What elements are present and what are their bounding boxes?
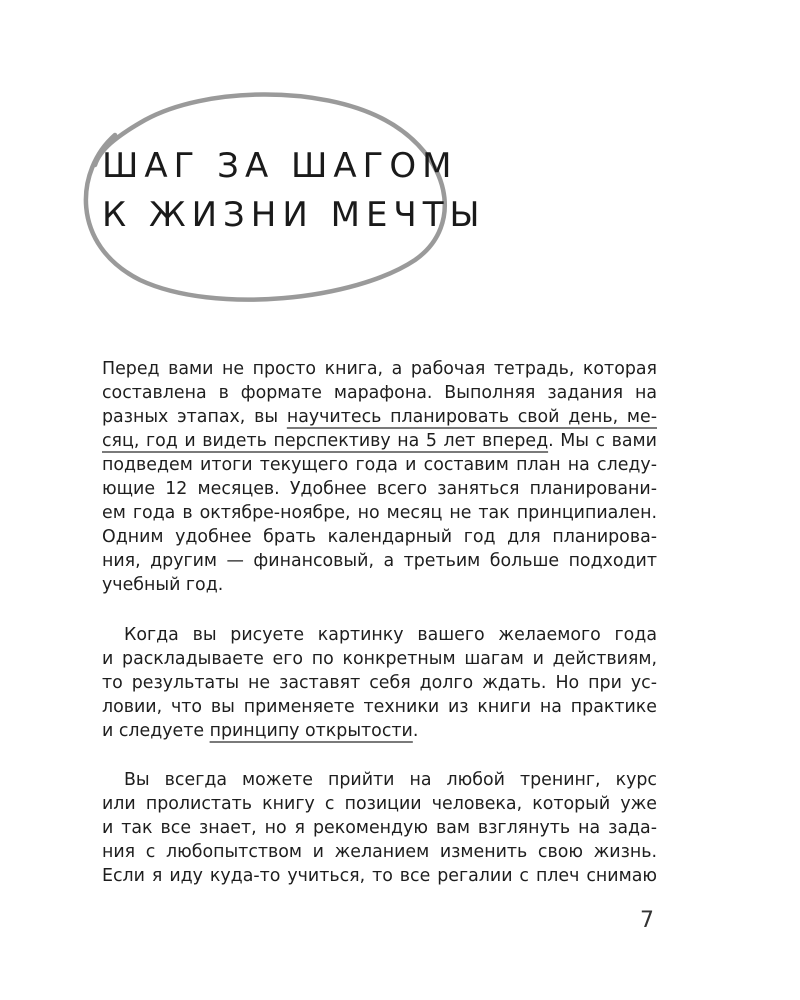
text-line: то результаты не заставят себя долго ждать. Но при ус- — [102, 673, 657, 693]
paragraph-3 — [102, 768, 657, 888]
text-line — [102, 405, 657, 429]
text-line: и раскладываете его по конкретным шагам и действиям, — [102, 649, 657, 669]
text-line: Одним удобнее брать календарный год для планирова- — [102, 527, 657, 547]
underlined-phrase: принципу открытости — [209, 721, 413, 741]
chapter-title-line-2: К ЖИЗНИ МЕЧТЫ — [102, 195, 486, 235]
text-line: ния с любопытством и желанием изменить свою жизнь. — [102, 842, 657, 862]
text-line: Вы всегда можете прийти на любой тренинг, курс — [124, 770, 657, 790]
text-line: учебный год. — [102, 575, 224, 595]
text-line — [102, 719, 657, 743]
text-fragment: . Мы с вами — [548, 431, 657, 451]
underlined-phrase: сяц, год и видеть перспективу на 5 лет вперед — [102, 431, 549, 451]
text-line: или пролистать книгу с позиции человека, который уже — [102, 794, 657, 814]
text-line: ем года в октябре-ноябре, но месяц не так принципиален. — [102, 503, 657, 523]
page-number: 7 — [640, 908, 654, 933]
text-fragment: и следуете — [102, 721, 210, 741]
text-line: подведем итоги текущего года и составим план на следу- — [102, 455, 657, 475]
chapter-title — [102, 142, 486, 240]
text-line: составлена в формате марафона. Выполняя задания на — [102, 383, 657, 403]
text-line: Когда вы рисуете картинку вашего желаемого года — [124, 625, 657, 645]
text-line: Если я иду куда-то учиться, то все регалии с плеч снимаю — [102, 866, 657, 886]
chapter-title-line-1: ШАГ ЗА ШАГОМ — [102, 146, 458, 186]
underlined-phrase: научитесь планировать свой день, ме- — [286, 407, 657, 427]
text-line — [102, 429, 657, 453]
text-line: ловии, что вы применяете техники из книги на практике — [102, 697, 657, 717]
text-line: ющие 12 месяцев. Удобнее всего заняться планировани- — [102, 479, 657, 499]
text-fragment: . — [412, 721, 419, 741]
text-fragment: разных этапах, вы — [102, 407, 287, 427]
text-line: ния, другим — финансовый, а третьим больше подходит — [102, 551, 657, 571]
paragraph-1 — [102, 357, 657, 597]
paragraph-2 — [102, 623, 657, 743]
text-line: Перед вами не просто книга, а рабочая тетрадь, которая — [102, 359, 657, 379]
text-line: и так все знает, но я рекомендую вам взглянуть на зада- — [102, 818, 657, 838]
